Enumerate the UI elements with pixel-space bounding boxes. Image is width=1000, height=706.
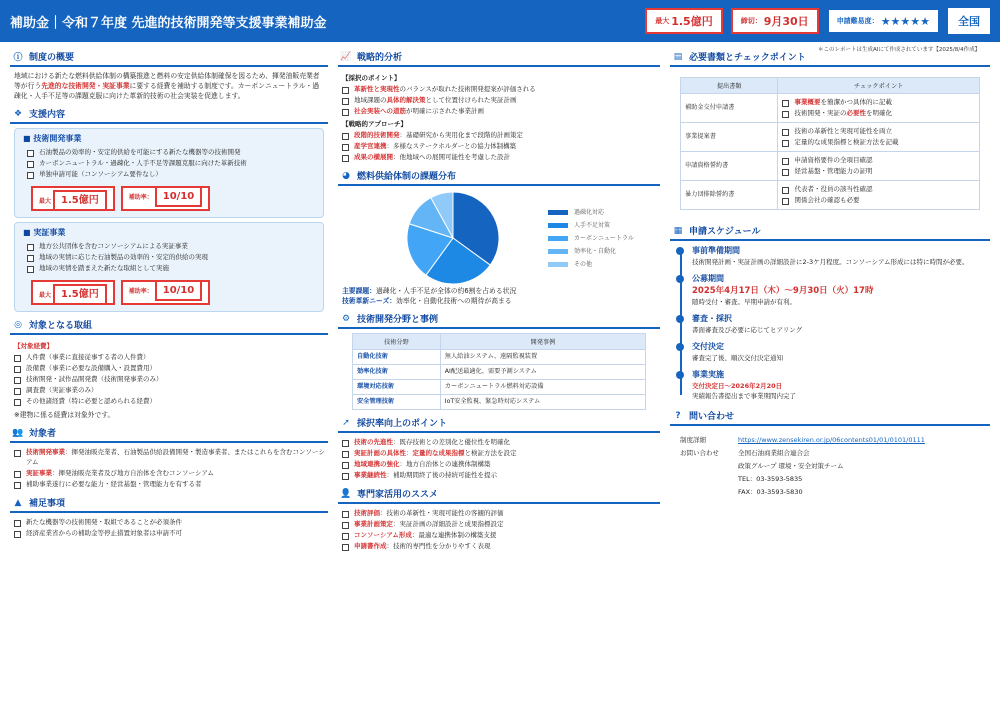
targets-heading: ◎ 対象となる取組 [10, 316, 328, 335]
page-title: 補助金｜令和７年度 先進的技術開発等支援事業補助金 [10, 15, 327, 31]
list-item: 設備費（事業に必要な設備購入・設置費用） [10, 363, 328, 374]
dev-project-box [14, 128, 324, 218]
legend-item [548, 232, 634, 245]
table-row: 安全管理技術 IoT安全監視、緊急時対応システム [353, 395, 646, 410]
targets-label: 【対象経費】 [14, 342, 53, 350]
right-column [670, 44, 990, 503]
list-item: 地域の実情に応じた石油製品の効率的・安定的供給の実現 [23, 252, 315, 263]
list-item: 段階的技術開発：基礎研究から実用化まで段階的計画策定 [338, 130, 660, 141]
schedule-step: 事前準備期間 技術開発計画・実証計画の詳細設計に2-3ケ月程度。コンソーシアム形成には特に時間が必要。 [692, 245, 990, 267]
demo-project-box [14, 222, 324, 312]
list-item: 技術開発・試作品開発費（技術開発事業のみ） [10, 374, 328, 385]
pie-heading: ◕ 燃料供給体制の課題分布 [338, 167, 660, 186]
schedule-timeline [674, 245, 990, 401]
users-icon: 👥 [12, 427, 24, 438]
legend-item [548, 258, 634, 271]
demo-amounts [31, 280, 315, 305]
list-item: 技術の先進性：既存技術との差別化と優位性を明確化 [338, 437, 660, 448]
document-icon: ▤ [673, 51, 683, 62]
legend-swatch [548, 210, 568, 215]
demo-project-title: ■ 実証事業 [23, 228, 66, 237]
demo-max-amount: 最大 1.5億円 [31, 280, 115, 305]
table-row: 暴力団排除誓約書 代表者・役員の該当性確認 関係会社の確認も必要 [681, 181, 980, 210]
list-item: 人件費（事業に直接従事する者の人件費） [10, 352, 328, 363]
pie-chart [398, 190, 508, 286]
warning-icon: ▲ [14, 497, 22, 508]
difficulty-badge: 申請難易度： ★★★★★ [827, 8, 940, 34]
schedule-heading: ▦ 申請スケジュール [670, 222, 990, 241]
strategy-label-1: 【採択のポイント】 [342, 74, 401, 82]
table-row: 環境対応技術 カーボンニュートラル燃料対応設備 [353, 380, 646, 395]
rocket-icon: ➚ [342, 417, 350, 428]
list-item: 技術評価：技術の革新性・実現可能性の客観的評価 [338, 508, 660, 519]
difficulty-stars: ★★★★★ [880, 14, 930, 28]
fields-table [352, 333, 646, 410]
fields-table-wrap [338, 333, 660, 410]
legend-label: 過疎化対応 [574, 208, 605, 216]
supplement-heading: ▲ 補足事項 [10, 494, 328, 513]
docs-table-wrap [670, 71, 990, 210]
list-item: 実証計画の具体性：定量的な成果指標と検証方法を設定 [338, 448, 660, 459]
scope-badge: 全国 [948, 8, 990, 34]
target-icon: ◎ [14, 319, 22, 330]
legend-label: 人手不足対策 [574, 221, 611, 229]
list-item: 経済産業省からの補助金等停止措置対象者は申請不可 [10, 528, 328, 539]
deadline-badge: 締切： 9月30日 [731, 8, 819, 34]
list-item: 技術開発事業：揮発油販売業者、石油製品供給設備開発・製造事業者、またはこれらを含むコンソーシアム [10, 447, 328, 467]
list-item: 補助事業遂行に必要な能力・経営基盤・管理能力を有する者 [10, 479, 328, 490]
legend-swatch [548, 249, 568, 254]
gear-icon: ⚙ [341, 313, 351, 324]
list-item: 産学官連携：多様なステークホルダーとの協力体制構築 [338, 141, 660, 152]
schedule-step: 審査・採択 書面審査及び必要に応じてヒアリング [692, 313, 990, 335]
pie-need: 技術革新ニーズ：効率化・自動化技術への期待が高まる [342, 297, 512, 305]
calendar-icon: ▦ [673, 225, 683, 236]
contact-block: 制度詳細 https://www.zensekiren.or.jp/06contents01/01/0101/0111 お問い合わせ 全国石油商業組合連合会 政策グループ 環境・安全対策チーム TEL：03-3593-5835 FAX：03-3593-5830 [680, 436, 925, 496]
list-item: カーボンニュートラル・過疎化・人手不足等課題克服に向けた革新技術 [23, 158, 315, 169]
handshake-icon: ❖ [13, 108, 23, 119]
support-heading: ❖ 支援内容 [10, 105, 328, 124]
table-header: 技術分野 [353, 334, 441, 350]
table-row: 補助金交付申請書 事業概要を簡潔かつ具体的に記載 技術開発・実証の必要性を明確化 [681, 94, 980, 123]
list-item: 石油製品の効率的・安定的供給を可能にする新たな機器等の技術開発 [23, 147, 315, 158]
table-row: 効率化技術 AI配送最適化、需要予測システム [353, 365, 646, 380]
list-item: 新たな機器等の技術開発・取組であることが必須条件 [10, 517, 328, 528]
list-item: 事業計画策定：実証計画の詳細設計と成果指標設定 [338, 519, 660, 530]
table-header: チェックポイント [778, 78, 980, 94]
legend-item [548, 245, 634, 258]
max-amount-badge: 最大 1.5億円 [645, 8, 723, 34]
applicants-heading: 👥 対象者 [10, 424, 328, 443]
schedule-step: 交付決定 審査完了後、順次交付決定通知 [692, 341, 990, 363]
list-item: 地域の実情を踏まえた新たな取組として実施 [23, 263, 315, 274]
list-item: 地域課題の具体的解決策として位置付けられた実証計画 [338, 95, 660, 106]
pie-main: 主要課題：過疎化・人手不足が全体の約6割を占める状況 [342, 287, 517, 295]
middle-column [338, 44, 660, 552]
schedule-step: 公募期間 2025年4月17日（木）〜9月30日（火）17時 随時受付・審査。早期申請が有利。 [692, 273, 990, 307]
user-tie-icon: 👤 [340, 488, 352, 499]
list-item: 地方公共団体を含むコンソーシアムによる実証事業 [23, 241, 315, 252]
legend-label: その他 [574, 260, 593, 268]
question-icon: ? [675, 410, 681, 421]
list-item: 地域連携の強化：地方自治体との連携体制構築 [338, 459, 660, 470]
demo-subsidy-rate: 補助率： 10/10 [121, 280, 211, 305]
table-header: 提出書類 [681, 78, 778, 94]
pie-chart-area [338, 190, 660, 286]
dev-project-title: ■ 技術開発事業 [23, 134, 82, 143]
table-header: 開発事例 [440, 334, 645, 350]
expert-heading: 👤 専門家活用のススメ [338, 485, 660, 504]
fields-heading: ⚙ 技術開発分野と事例 [338, 310, 660, 329]
header-bar [0, 0, 1000, 42]
overview-text: 地域における新たな燃料供給体制の構築推進と燃料の安定供給体制確保を図るため、揮発油販売業者等が行う先進的な技術開発・実証事業に要する経費を補助する制度です。カーボンニュートラル・過疎化・人手不足等の課題克服に向けた革新的技術の社会実装を促進します。 [14, 72, 320, 100]
legend-swatch [548, 223, 568, 228]
list-item: コンソーシアム形成：最適な連携体制の構築支援 [338, 530, 660, 541]
contact-heading: ? 問い合わせ [670, 407, 990, 426]
list-item: 成果の横展開：他地域への展開可能性を考慮した設計 [338, 152, 660, 163]
docs-heading: ▤ 必要書類とチェックポイント [670, 48, 990, 67]
dev-subsidy-rate: 補助率： 10/10 [121, 186, 211, 211]
strategy-label-2: 【戦略的アプローチ】 [342, 120, 407, 128]
dev-amounts [31, 186, 315, 211]
list-item: 調査費（実証事業のみ） [10, 385, 328, 396]
legend-swatch [548, 236, 568, 241]
list-item: 実証事業：揮発油販売業者及び地方自治体を含むコンソーシアム [10, 468, 328, 479]
targets-note: ※建物に係る経費は対象外です。 [14, 411, 115, 419]
chart-line-icon: 📈 [340, 51, 352, 62]
info-icon: ⓘ [13, 53, 23, 63]
legend-swatch [548, 262, 568, 267]
list-item: その他諸経費（特に必要と認められる経費） [10, 396, 328, 407]
table-row: 申請資格誓約書 申請資格要件の全項目確認 経営基盤・管理能力の証明 [681, 152, 980, 181]
overview-heading: ⓘ 制度の概要 [10, 48, 328, 67]
legend-label: 効率化・自動化 [574, 247, 617, 255]
left-column [10, 44, 328, 539]
list-item: 事業継続性：補助期間終了後の持続可能性を提示 [338, 470, 660, 481]
ai-note: ＊このレポートは生成AIにて作成されています【2025/8/4作成】 [818, 47, 981, 53]
legend-item [548, 219, 634, 232]
improve-heading: ➚ 採択率向上のポイント [338, 414, 660, 433]
pie-chart-icon: ◕ [342, 170, 350, 181]
docs-table [680, 77, 980, 210]
schedule-step: 事業実施 交付決定日〜2026年2月20日 実績報告書提出まで事業期間内完了 [692, 369, 990, 401]
legend-item [548, 206, 634, 219]
list-item: 革新性と実現性のバランスが取れた技術開発提案が評価される [338, 84, 660, 95]
list-item: 社会実装への道筋が明確に示された事業計画 [338, 106, 660, 117]
strategy-heading: 📈 戦略的分析 [338, 48, 660, 67]
list-item: 申請書作成：技術的専門性を分かりやすく表現 [338, 541, 660, 552]
pie-legend [548, 206, 634, 271]
list-item: 単独申請可能（コンソーシアム要件なし） [23, 169, 315, 180]
table-row: 事業提案書 技術の革新性と実現可能性を両立 定量的な成果指標と検証方法を記載 [681, 123, 980, 152]
detail-link[interactable]: https://www.zensekiren.or.jp/06contents01/01/0101/0111 [738, 436, 925, 444]
legend-label: カーボンニュートラル [574, 234, 634, 242]
table-row: 自動化技術 無人給油システム、遠隔監視装置 [353, 350, 646, 365]
dev-max-amount: 最大 1.5億円 [31, 186, 115, 211]
